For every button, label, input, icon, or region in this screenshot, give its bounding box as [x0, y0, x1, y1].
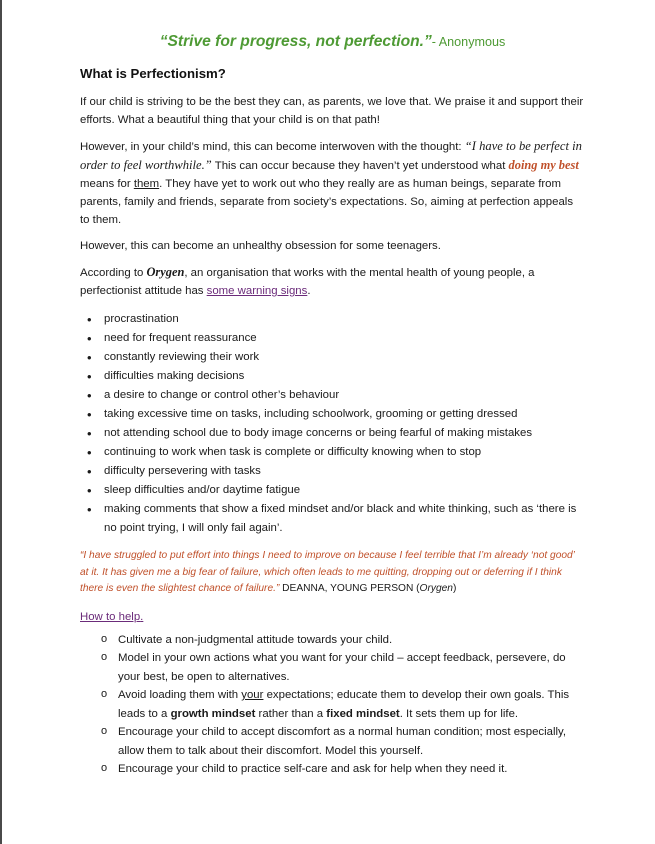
text-run: According to	[80, 267, 147, 279]
document-page	[80, 0, 585, 779]
intro-paragraph: If our child is striving to be the best they can, as parents, we love that. We praise it and support their efforts. What a beautiful thing that your child is on that path!	[80, 96, 584, 126]
text-run: )	[452, 583, 457, 594]
list-item: o Encourage your child to practice self-care and ask for help when they need it.	[80, 760, 585, 779]
obsession-paragraph: However, this can become an unhealthy obsession for some teenagers.	[80, 240, 441, 252]
list-item: o Encourage your child to accept discomfort as a normal human condition; most especially, allow them to talk about their discomfort. Model this yourself.	[80, 723, 585, 760]
list-item: • constantly reviewing their work	[80, 348, 585, 367]
underlined-your: your	[241, 689, 264, 701]
text-run: , an organisation that works with the mental health of young people, a perfectionist attitude has	[80, 267, 535, 297]
warning-signs-list	[80, 310, 585, 538]
section-title: What is Perfectionism?	[80, 66, 226, 81]
list-item: • procrastination	[80, 310, 585, 329]
warning-signs-link[interactable]: some warning signs	[206, 285, 308, 297]
how-to-help-link[interactable]: How to help	[80, 610, 141, 623]
list-item: • making comments that show a fixed mindset and/or black and white thinking, such as ‘there is no point trying, I will only fail again’.	[80, 500, 585, 538]
text-run: rather than a	[255, 707, 327, 720]
growth-mindset: growth mindset	[170, 707, 256, 720]
list-item: • difficulties making decisions	[80, 367, 585, 386]
orygen-paragraph	[80, 263, 585, 300]
help-heading	[80, 608, 585, 626]
how-to-help-dot: .	[140, 610, 144, 623]
text-run: . It sets them up for life.	[399, 707, 519, 720]
underlined-them: them	[133, 178, 160, 190]
quote-author: - Anonymous	[431, 35, 506, 49]
page-edge	[0, 0, 2, 844]
text-run: . They have yet to work out who they really are as human beings, separate from parents, family and friends, separate from society’s expectations. So, aiming at perfection appeals to them.	[80, 178, 574, 226]
list-item: o Cultivate a non-judgmental attitude towards your child.	[80, 631, 585, 650]
orygen-name: Orygen	[146, 265, 185, 279]
testimonial-attribution: DEANNA, YOUNG PERSON (	[279, 583, 420, 594]
list-item: • difficulty persevering with tasks	[80, 462, 585, 481]
list-item: • taking excessive time on tasks, including schoolwork, grooming or getting dressed	[80, 405, 585, 424]
mind-paragraph	[80, 137, 585, 229]
testimonial	[80, 548, 585, 598]
text-run: This can occur because they haven’t yet understood what	[211, 160, 509, 172]
quote-text: “Strive for progress, not perfection.”	[159, 33, 432, 50]
text-run: Avoid loading them with	[118, 689, 242, 701]
list-item: • continuing to work when task is complete or difficulty knowing when to stop	[80, 443, 585, 462]
testimonial-quote: “I have struggled to put effort into things I need to improve on because I feel terrible that I’m already ‘not good’ at it. It has given me a big fear of failure, which often leads to me quitting, dropping out or deferring if I think there is even the slightest chance of failure.”	[80, 550, 575, 594]
text-run: means for	[80, 178, 134, 190]
header-quote	[80, 33, 585, 55]
list-item: • sleep difficulties and/or daytime fatigue	[80, 481, 585, 500]
text-run: However, in your child’s mind, this can become interwoven with the thought:	[80, 141, 465, 153]
help-list	[80, 631, 585, 779]
list-item: • need for frequent reassurance	[80, 329, 585, 348]
thought-quote: “I have to be perfect in order to feel worthwhile.”	[80, 139, 582, 172]
emphasis-doing-my-best: doing my best	[508, 158, 579, 172]
list-item	[80, 686, 585, 723]
list-item: o Model in your own actions what you want for your child – accept feedback, persevere, do your best, be open to alternatives.	[80, 649, 585, 686]
text-run: .	[307, 285, 311, 297]
text-run: expectations; educate them to develop their own goals. This leads to a	[118, 689, 570, 720]
list-item: • not attending school due to body image concerns or being fearful of making mistakes	[80, 424, 585, 443]
list-item: • a desire to change or control other’s behaviour	[80, 386, 585, 405]
fixed-mindset: fixed mindset	[326, 707, 400, 720]
testimonial-source: Orygen	[419, 583, 453, 594]
